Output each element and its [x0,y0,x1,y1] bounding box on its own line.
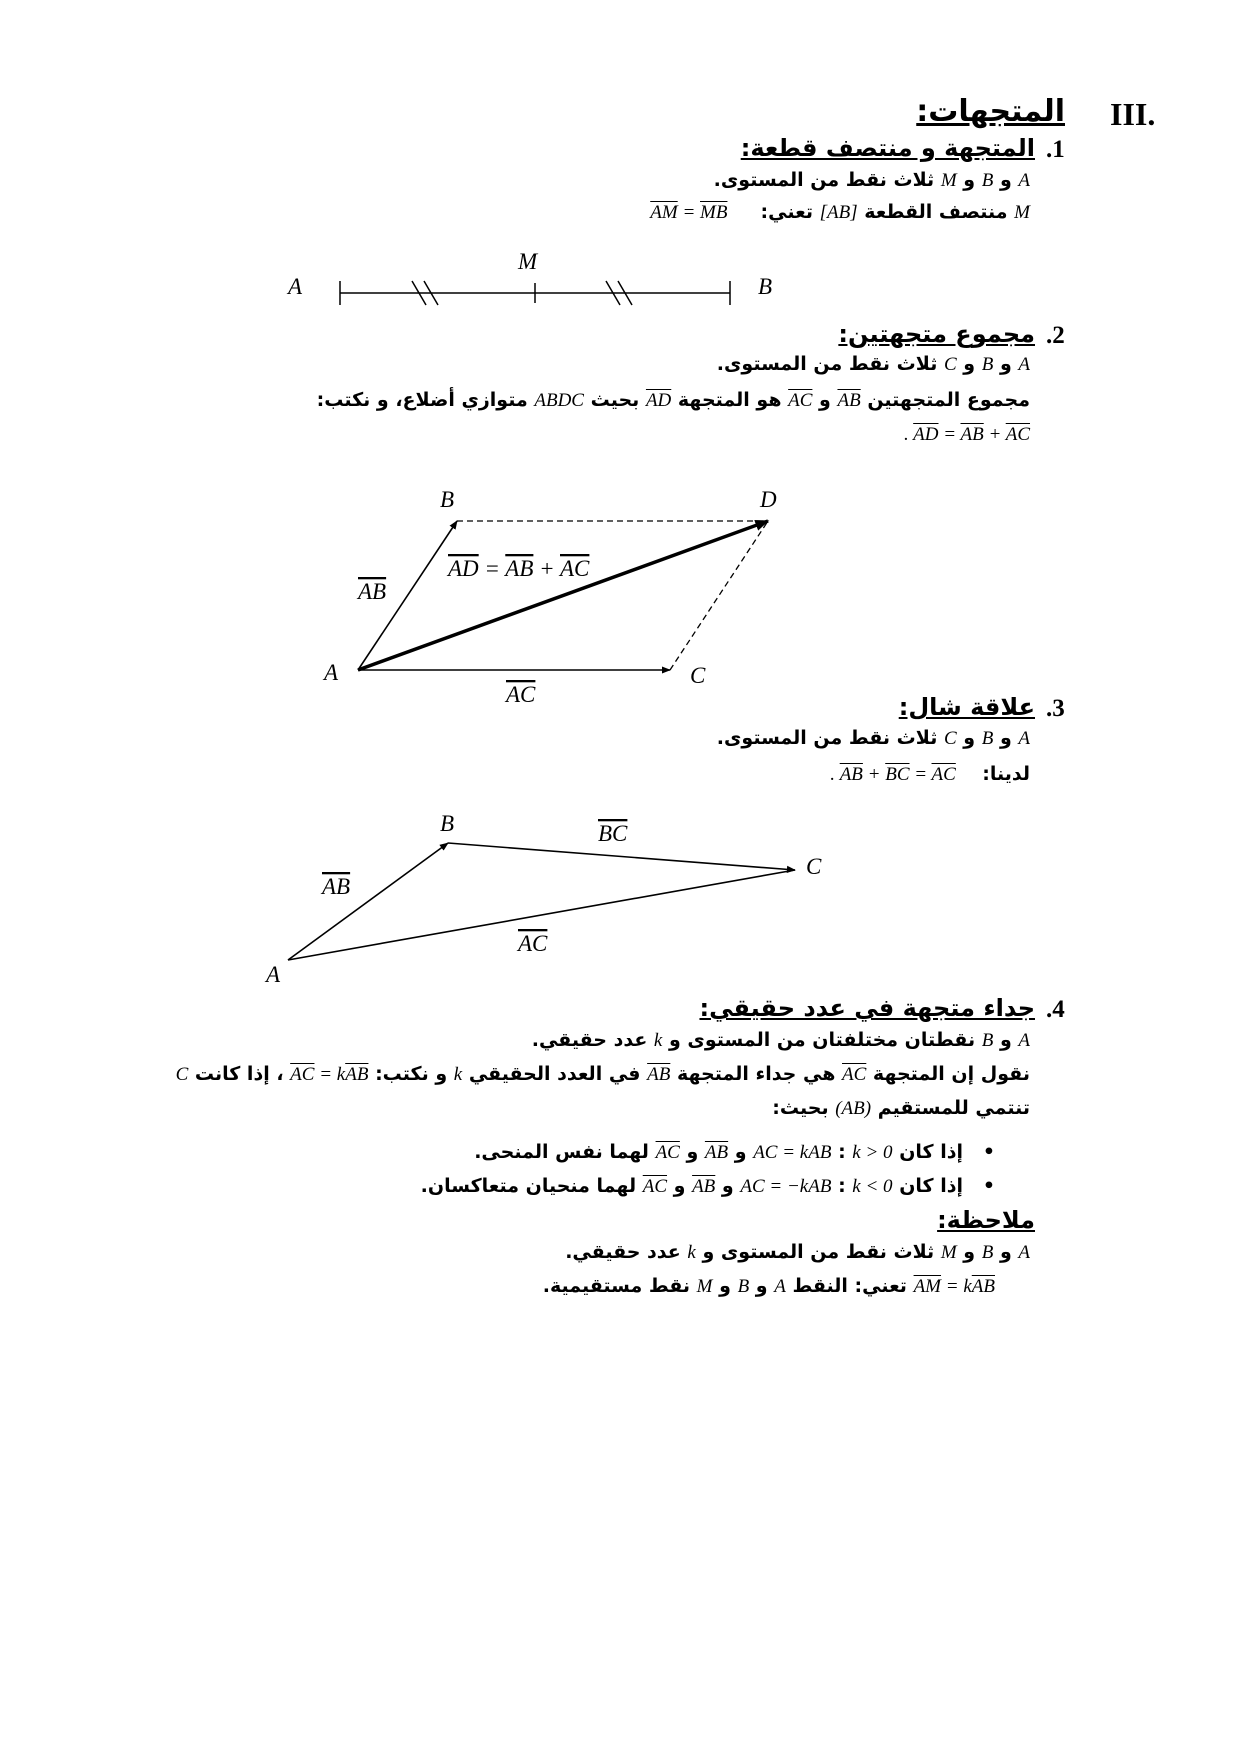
label-sum-equation: AD = AB + AC [448,556,590,581]
s1-line1: A و B و M ثلاث نقط من المستوى. [713,169,1030,191]
label-b: B [440,487,455,512]
s4-bullet1: • إذا كان k > 0 : AC = kAB و $\overline{AB}$ و $\overline{AC}$ لهما نفس المنحى. [474,1141,995,1163]
note-line1: A و B و M ثلاث نقط من المستوى و k عدد حقيقي. [565,1241,1030,1263]
label-a: A [266,962,281,987]
vector-bc-arrow [448,843,795,870]
s2-title: مجموع متجهتين: [838,320,1035,348]
s1-number: .1 [1046,136,1065,163]
s3-title: علاقة شال: [898,693,1035,721]
s2-line2: مجموع المتجهتين $\overline{AB}$ و $\overline{AC}$ هو المتجهة $\overline{AD}$ بحيث ABDC متوازي أضلاع، و نكتب: [316,389,1030,411]
s3-line1: A و B و C ثلاث نقط من المستوى. [716,727,1030,749]
label-d: D [760,487,777,512]
label-vector-ab: AB [358,579,387,604]
section-title: المتجهات: [916,94,1065,129]
s4-line3: تنتمي للمستقيم (AB) بحيث: [772,1097,1030,1119]
s1-line2: M منتصف القطعة [AB] تعني: $\overline{AM} = \overline{MB}$ [650,201,1030,223]
label-c: C [806,854,822,879]
s4-line1: A و B نقطتان مختلفتان من المستوى و k عدد حقيقي. [531,1029,1030,1051]
label-vector-ab: AB [322,874,351,899]
label-a: A [324,660,339,685]
label-a: A [288,274,303,299]
s4-line2: نقول إن المتجهة $\overline{AC}$ هي جداء المتجهة $\overline{AB}$ في العدد الحقيقي k و نكتب: $\overline{AC} = k\overline{AB}$ ، إذا كانت C [175,1063,1030,1085]
s3-line2: لدينا: . $\overline{AB} + \overline{BC} = \overline{AC}$ [830,763,1030,785]
s2-number: .2 [1046,322,1065,349]
s1-title: المتجهة و منتصف قطعة: [740,134,1035,162]
s2-line3: . $\overline{AD} = \overline{AB} + \overline{AC}$ [904,424,1030,445]
label-c: C [690,663,706,688]
s4-number: .4 [1046,996,1065,1023]
s2-line1: A و B و C ثلاث نقط من المستوى. [716,353,1030,375]
s3-number: .3 [1046,695,1065,722]
label-vector-bc: BC [598,821,628,846]
label-vector-ac: AC [518,931,548,956]
label-m: M [518,249,538,274]
label-b: B [758,274,773,299]
vector-ab-arrow [288,843,448,960]
note-line2: $\overline{AM} = k\overline{AB}$ تعني: النقط A و B و M نقط مستقيمية. [542,1275,995,1297]
label-b: B [440,811,455,836]
s4-title: جداء متجهة في عدد حقيقي: [699,994,1035,1022]
s4-bullet2: • إذا كان k < 0 : AC = −kAB و $\overline{AB}$ و $\overline{AC}$ لهما منحيان متعاكسان. [420,1175,995,1197]
note-title: ملاحظة: [937,1206,1035,1234]
section-number: III. [1110,96,1156,132]
label-vector-ac: AC [506,682,536,707]
